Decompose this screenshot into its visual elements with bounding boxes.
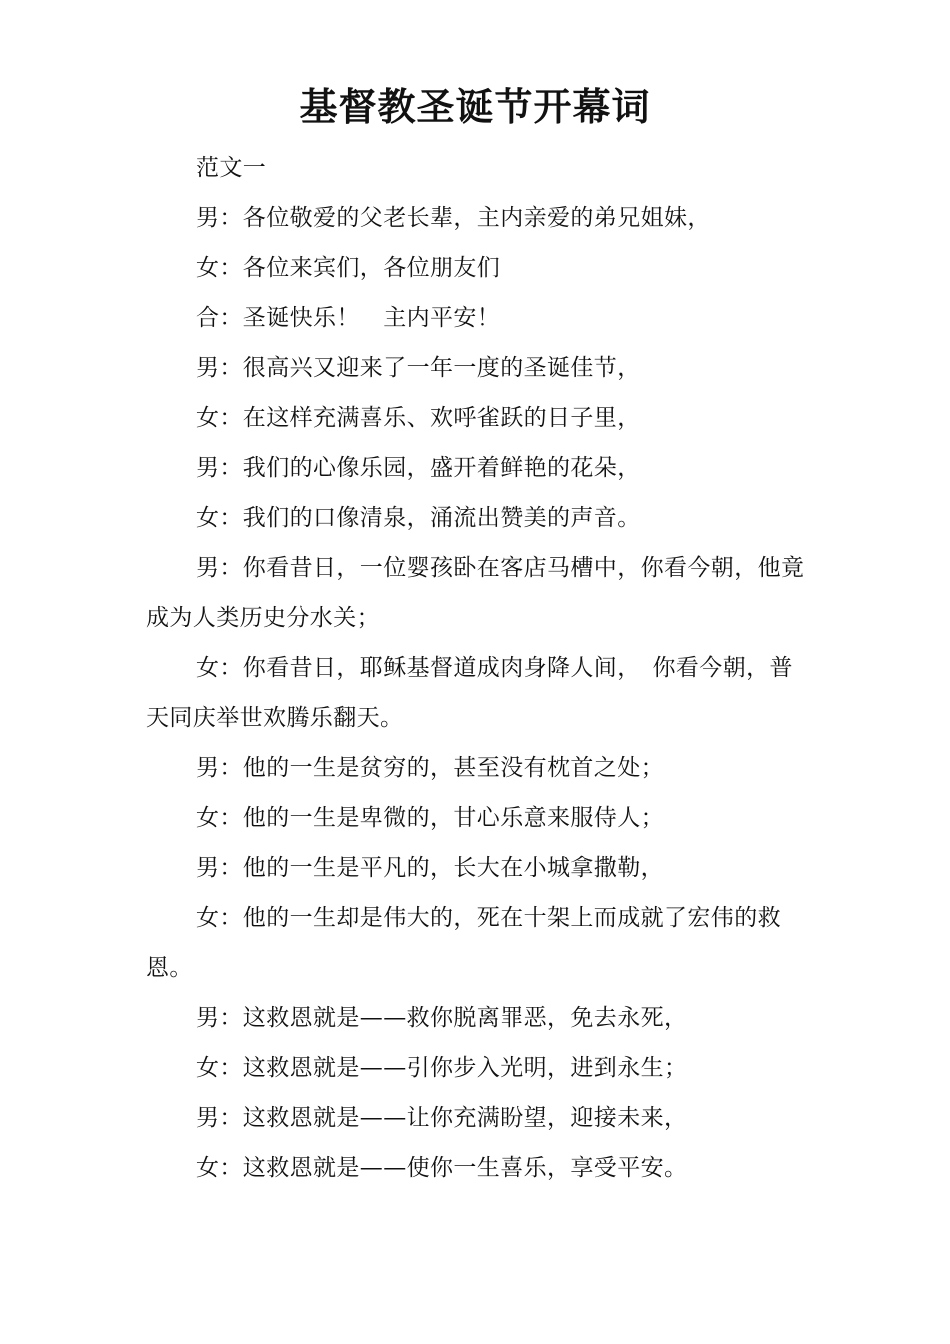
paragraph: 女：他的一生却是伟大的，死在十架上而成就了宏伟的救恩。 [146, 905, 781, 981]
paragraph: 男：他的一生是贫穷的，甚至没有枕首之处； [196, 755, 664, 781]
paragraph: 女：你看昔日，耶稣基督道成肉身降人间， 你看今朝，普天同庆举世欢腾乐翻天。 [146, 655, 793, 731]
paragraph: 女：这救恩就是——使你一生喜乐，享受平安。 [196, 1155, 688, 1181]
paragraph: 女：这救恩就是——引你步入光明，进到永生； [196, 1055, 688, 1081]
paragraph: 男：我们的心像乐园，盛开着鲜艳的花朵， [196, 455, 641, 481]
paragraph: 男：这救恩就是——让你充满盼望，迎接未来， [196, 1105, 688, 1131]
paragraph: 女：在这样充满喜乐、欢呼雀跃的日子里， [196, 405, 641, 431]
paragraph: 女：各位来宾们，各位朋友们 [196, 255, 501, 281]
document-body [146, 143, 814, 1193]
paragraph: 男：他的一生是平凡的，长大在小城拿撒勒， [196, 855, 664, 881]
paragraph: 女：他的一生是卑微的，甘心乐意来服侍人； [196, 805, 664, 831]
paragraph: 女：我们的口像清泉，涌流出赞美的声音。 [196, 505, 641, 531]
paragraph: 合：圣诞快乐！ 主内平安！ [196, 305, 501, 331]
paragraph: 范文一 [196, 155, 267, 181]
paragraph: 男：各位敬爱的父老长辈，主内亲爱的弟兄姐妹， [196, 205, 711, 231]
document-title: 基督教圣诞节开幕词 [299, 84, 651, 129]
paragraph: 男：这救恩就是——救你脱离罪恶，免去永死， [196, 1005, 688, 1031]
paragraph: 男：你看昔日，一位婴孩卧在客店马槽中，你看今朝，他竟成为人类历史分水关； [146, 555, 805, 631]
paragraph: 男：很高兴又迎来了一年一度的圣诞佳节， [196, 355, 641, 381]
